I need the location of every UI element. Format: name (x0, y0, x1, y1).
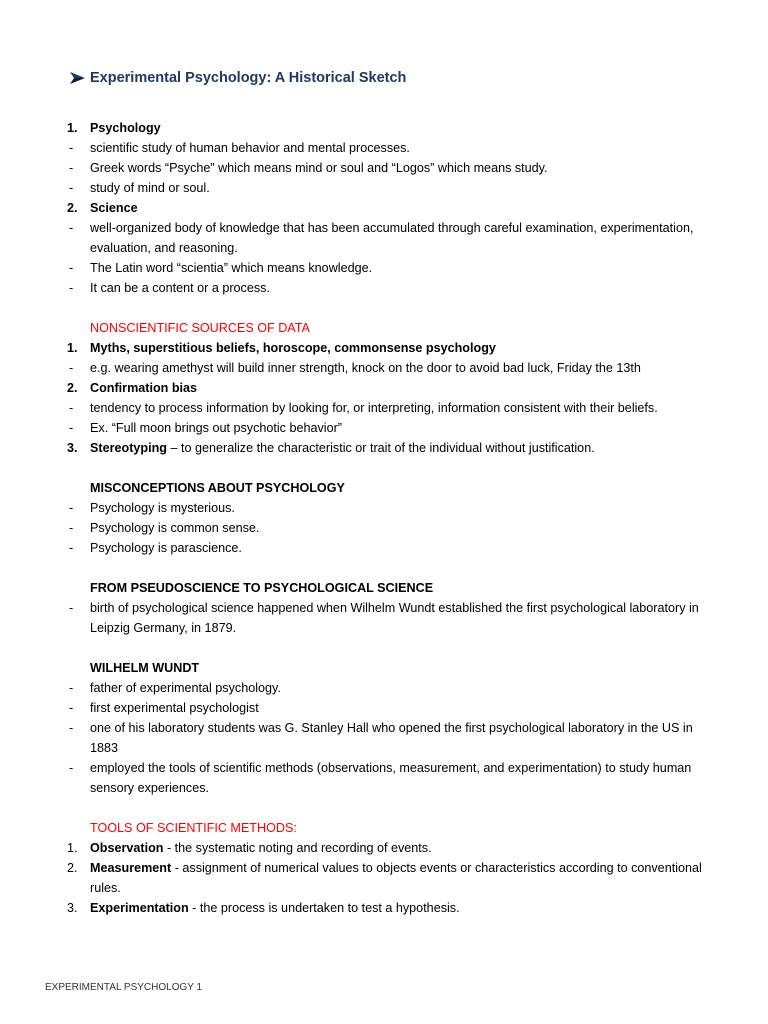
bullet-dash: - (69, 721, 74, 735)
bullet-continuation (67, 778, 747, 798)
bullet-dash: - (69, 261, 74, 275)
bullet-text: Ex. “Full moon brings out psychotic behavior” (90, 421, 342, 435)
bullet-point (67, 258, 747, 278)
bullet-point (67, 398, 747, 418)
section-heading: FROM PSEUDOSCIENCE TO PSYCHOLOGICAL SCIENCE (90, 581, 434, 595)
item-number: 1. (67, 121, 78, 135)
bullet-point (67, 158, 747, 178)
item-term: Science (90, 201, 138, 215)
section-heading: NONSCIENTIFIC SOURCES OF DATA (90, 321, 310, 335)
bullet-point (67, 678, 747, 698)
page-footer: EXPERIMENTAL PSYCHOLOGY 1 (45, 982, 203, 993)
page-title (70, 68, 406, 88)
item-term: Experimentation (90, 901, 189, 915)
bullet-point (67, 498, 747, 518)
bullet-point (67, 218, 747, 238)
bullet-point (67, 758, 747, 778)
page-title-text: Experimental Psychology: A Historical Sketch (90, 70, 407, 86)
item-number: 2. (67, 381, 78, 395)
bullet-text: Psychology is parascience. (90, 541, 242, 555)
bullet-dash: - (69, 681, 74, 695)
bullet-dash: - (69, 501, 74, 515)
bullet-dash: - (69, 141, 74, 155)
bullet-text: employed the tools of scientific methods (observations, measurement, and experimentation) to study human (90, 761, 692, 775)
bullet-continuation (67, 738, 747, 758)
item-entry (90, 838, 432, 858)
arrowhead-bullet-icon (70, 68, 90, 88)
bullet-text: It can be a content or a process. (90, 281, 270, 295)
item-entry (90, 858, 702, 878)
numbered-item (67, 338, 747, 358)
bullet-dash: - (69, 161, 74, 175)
bullet-text: first experimental psychologist (90, 701, 259, 715)
bullet-text: father of experimental psychology. (90, 681, 281, 695)
item-number: 3. (67, 901, 78, 915)
item-number: 3. (67, 441, 78, 455)
section-heading: WILHELM WUNDT (90, 661, 200, 675)
bullet-text: evaluation, and reasoning. (90, 241, 238, 255)
section-heading: TOOLS OF SCIENTIFIC METHODS: (90, 821, 297, 835)
bullet-text: The Latin word “scientia” which means knowledge. (90, 261, 373, 275)
bullet-text: e.g. wearing amethyst will build inner strength, knock on the door to avoid bad luck, Friday the 13th (90, 361, 641, 375)
bullet-text: sensory experiences. (90, 781, 210, 795)
bullet-dash: - (69, 761, 74, 775)
item-entry (90, 898, 460, 918)
bullet-text: Greek words “Psyche” which means mind or soul and “Logos” which means study. (90, 161, 548, 175)
item-number: 2. (67, 861, 78, 875)
numbered-item (67, 438, 747, 458)
document-body (67, 118, 747, 918)
bullet-dash: - (69, 281, 74, 295)
bullet-text: Psychology is common sense. (90, 521, 260, 535)
item-term: Stereotyping (90, 441, 167, 455)
bullet-dash: - (69, 421, 74, 435)
bullet-dash: - (69, 521, 74, 535)
bullet-point (67, 538, 747, 558)
bullet-point (67, 418, 747, 438)
bullet-point (67, 598, 747, 618)
bullet-point (67, 278, 747, 298)
bullet-text: Psychology is mysterious. (90, 501, 235, 515)
bullet-text: one of his laboratory students was G. Stanley Hall who opened the first psychological laboratory in the US in (90, 721, 693, 735)
bullet-text: scientific study of human behavior and mental processes. (90, 141, 410, 155)
item-number: 1. (67, 341, 78, 355)
item-description: rules. (90, 881, 121, 895)
bullet-dash: - (69, 541, 74, 555)
bullet-dash: - (69, 401, 74, 415)
bullet-point (67, 698, 747, 718)
item-term: Myths, superstitious beliefs, horoscope, commonsense psychology (90, 341, 496, 355)
bullet-continuation (67, 618, 747, 638)
bullet-text: 1883 (90, 741, 119, 755)
item-term: Confirmation bias (90, 381, 198, 395)
bullet-text: Leipzig Germany, in 1879. (90, 621, 237, 635)
bullet-dash: - (69, 181, 74, 195)
arrowhead-bullet-glyph (70, 72, 85, 84)
bullet-point (67, 138, 747, 158)
item-entry (90, 438, 595, 458)
bullet-text: well-organized body of knowledge that has been accumulated through careful examination, experimentation, (90, 221, 694, 235)
item-description: - the systematic noting and recording of events. (166, 841, 432, 855)
item-description: – to generalize the characteristic or trait of the individual without justification. (170, 441, 595, 455)
section-heading: MISCONCEPTIONS ABOUT PSYCHOLOGY (90, 481, 345, 495)
bullet-dash: - (69, 361, 74, 375)
bullet-dash: - (69, 221, 74, 235)
numbered-item (67, 378, 747, 398)
bullet-point (67, 718, 747, 738)
numbered-item (67, 858, 747, 878)
numbered-item (67, 198, 747, 218)
item-number: 2. (67, 201, 78, 215)
bullet-dash: - (69, 701, 74, 715)
numbered-item (67, 898, 747, 918)
bullet-continuation (67, 238, 747, 258)
numbered-item (67, 118, 747, 138)
bullet-text: study of mind or soul. (90, 181, 210, 195)
item-number: 1. (67, 841, 78, 855)
bullet-point (67, 178, 747, 198)
bullet-text: tendency to process information by looking for, or interpreting, information consistent with their beliefs. (90, 401, 658, 415)
bullet-dash: - (69, 601, 74, 615)
bullet-point (67, 518, 747, 538)
item-description: - assignment of numerical values to objects events or characteristics according to conventional (174, 861, 702, 875)
item-description: - the process is undertaken to test a hypothesis. (192, 901, 460, 915)
numbered-item (67, 838, 747, 858)
item-term: Measurement (90, 861, 172, 875)
item-term: Psychology (90, 121, 161, 135)
bullet-point (67, 358, 747, 378)
item-term: Observation (90, 841, 164, 855)
item-continuation (67, 878, 747, 898)
bullet-text: birth of psychological science happened when Wilhelm Wundt established the first psychological laboratory in (90, 601, 699, 615)
